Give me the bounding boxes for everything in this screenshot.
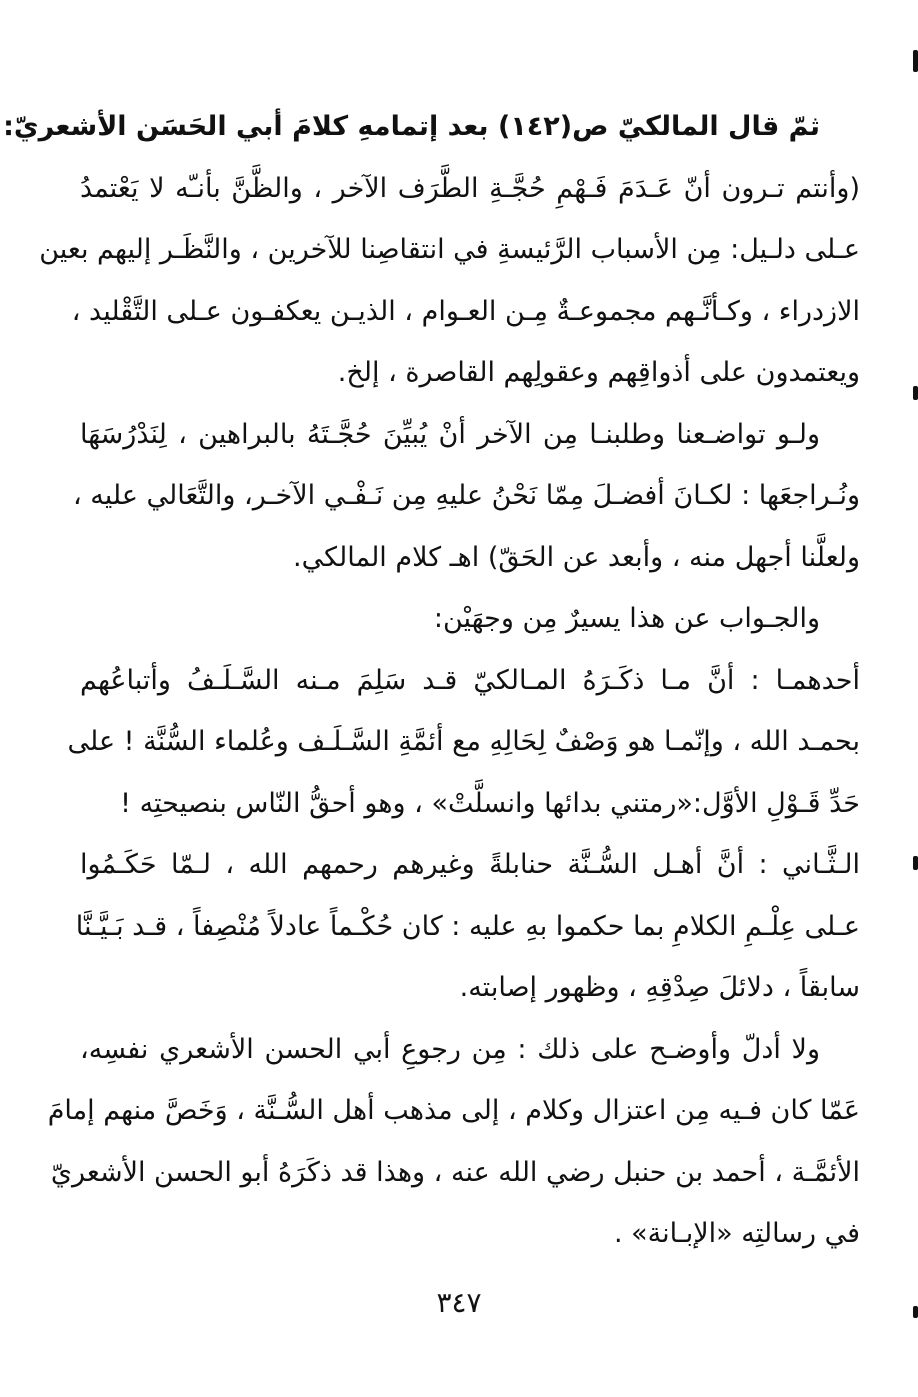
text-line: أحدهمـا : أنَّ مـا ذكَـرَهُ المـالكيّ قـد سَلِمَ مـنه السَّـلَـفُ وأتباعُهم	[80, 664, 860, 696]
scan-edge-mark	[913, 1306, 918, 1318]
scan-edge-mark	[913, 386, 918, 400]
text-line: حَدِّ قَـوْلِ الأوَّل:«رمتني بدائها وانسلَّتْ» ، وهو أحقُّ النّاس بنصيحتِه !	[120, 787, 860, 819]
text-line: الأئمَّـة ، أحمد بن حنبل رضي الله عنه ، وهذا قد ذكَرَهُ أبو الحسن الأشعريّ	[50, 1156, 860, 1188]
page-text	[3, 96, 860, 1265]
text-line: ثمّ قال المالكيّ ص(١٤٢) بعد إتمامهِ كلامَ أبي الحَسَن الأشعريّ:	[3, 111, 820, 142]
scan-edge-mark	[913, 50, 918, 72]
text-line: الـثَّـاني : أنَّ أهـل السُّـنَّة حنابلةً وغيرهم رحمهم الله ، لـمّا حَكَـمُوا	[80, 849, 860, 880]
text-line: عَمّا كان فـيه مِن اعتزال وكلام ، إلى مذهب أهل السُّـنَّة ، وَخَصَّ منهم إمامَ	[47, 1095, 860, 1126]
page-number: ٣٤٧	[436, 1286, 482, 1319]
text-line: بحمـد الله ، وإنّمـا هو وَصْفٌ لِحَالِهِ مع أئمَّةِ السَّـلَـف وعُلماء السُّنَّة ! على	[67, 726, 860, 757]
text-line: سابقاً ، دلائلَ صِدْقِهِ ، وظهور إصابته.	[459, 972, 860, 1003]
text-line: ولا أدلّ وأوضـح على ذلك : مِن رجوعِ أبي الحسن الأشعري نفسِه،	[80, 1033, 820, 1065]
text-line: والجـواب عن هذا يسيرٌ مِن وجهَيْن:	[433, 603, 820, 634]
text-line: ولعلَّنا أجهل منه ، وأبعد عن الحَقّ) اهـ كلام المالكي.	[293, 541, 860, 573]
text-line: عـلى دلـيل: مِن الأسباب الرَّئيسةِ في انتقاصِنا للآخرين ، والنَّظَـر إليهم بعين	[39, 234, 860, 265]
text-line: في رسالتِه «الإبـانة» .	[613, 1218, 860, 1249]
text-line: عـلى عِلْـمِ الكلامِ بما حكموا بهِ عليه : كان حُكْـماً عادلاً مُنْصِفاً ، قـد بَـيَّـنَّا	[75, 910, 860, 942]
scan-edge-mark	[913, 856, 918, 870]
text-line: الازدراء ، وكـأنَّـهم مجموعـةٌ مِـن العـوام ، الذيـن يعكفـون عـلى التَّقْليد ،	[71, 295, 860, 327]
text-line: ونُـراجعَها : لكـانَ أفضـلَ مِمّا نَحْنُ عليهِ مِن نَـفْـي الآخـر، والتَّعَالي عليه ،	[73, 480, 860, 511]
text-line: ولـو تواضـعنا وطلبنـا مِن الآخر أنْ يُبيِّنَ حُجَّـتَهُ بالبراهين ، لِنَدْرُسَهَا	[80, 418, 820, 450]
text-line: ويعتمدون على أذواقِهم وعقولِهم القاصرة ، إلخ.	[337, 357, 860, 388]
text-line: (وأنتم تـرون أنّ عَـدَمَ فَـهْمِ حُجَّـةِ الطَّرَف الآخر ، والظَّنَّ بأنـّه لا يَعْتمدُ	[80, 172, 860, 204]
